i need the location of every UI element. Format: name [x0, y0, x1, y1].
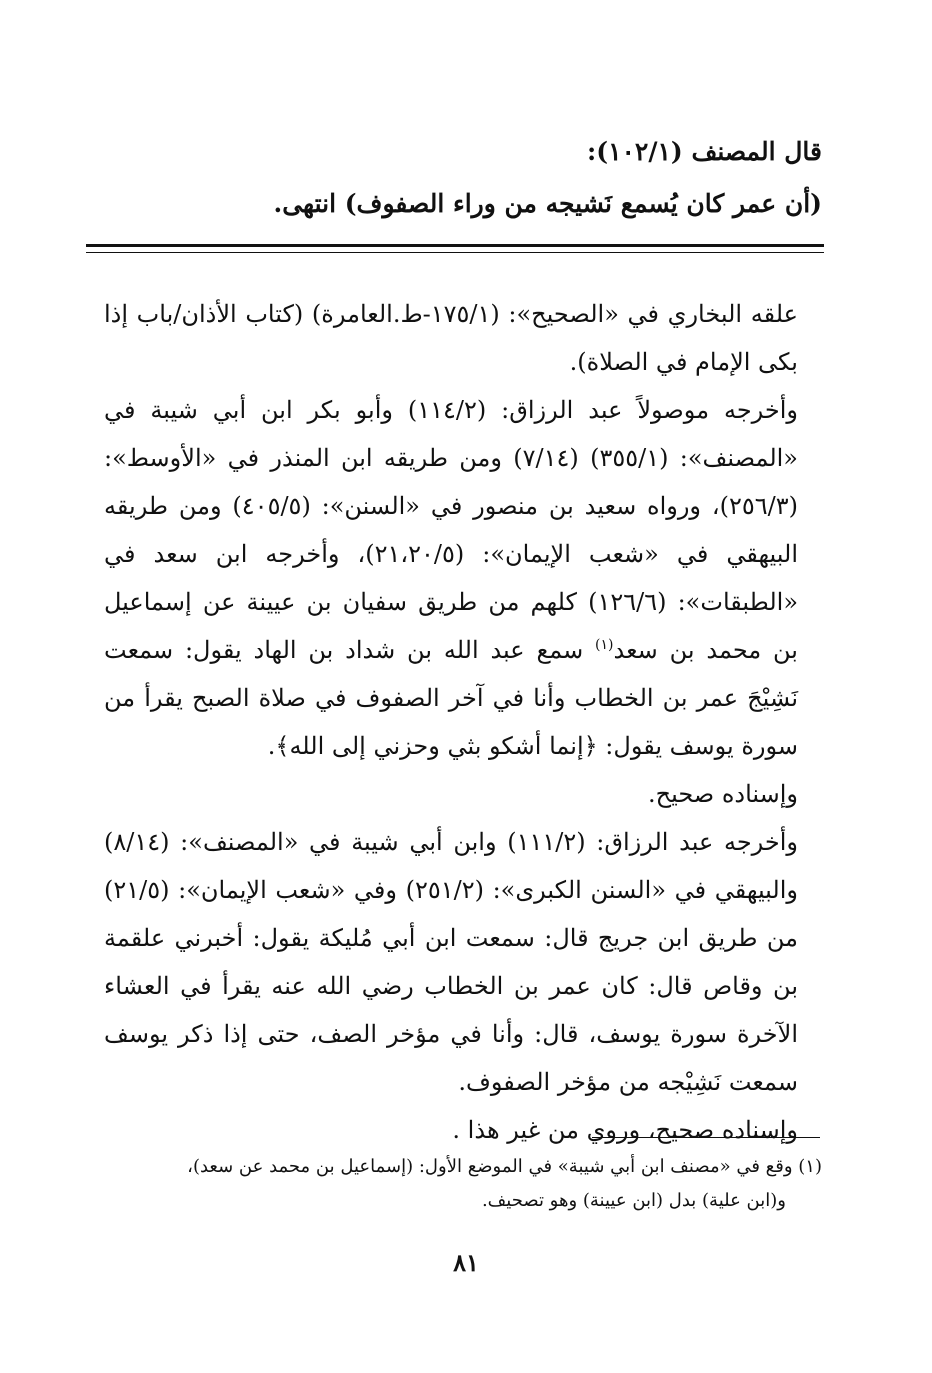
double-divider	[86, 244, 824, 253]
footnote-line-1: (١) وقع في «مصنف ابن أبي شيبة» في الموضع الأول: (إسماعيل بن محمد عن سعد)،	[187, 1156, 822, 1177]
quoted-statement: (أن عمر كان يُسمع نَشيجه من وراء الصفوف) انتهى.	[273, 189, 822, 218]
footnote	[104, 1150, 822, 1218]
paragraph-abdulrazzaq-text: وأخرجه موصولاً عبد الرزاق: (١١٤/٢) وأبو بكر ابن أبي شيبة في «المصنف»: (٣٥٥/١) (٧/١٤) ومن طريقه ابن المنذر في «الأوسط»: (٢٥٦/٣)، ورواه سعيد بن منصور في «السنن»: (٤٠٥/٥) ومن طريقه البيهقي في «شعب الإيمان»: (٢١،٢٠/٥)، وأخرجه ابن سعد في «الطبقات»: (١٢٦/٦) كلهم من طريق سفيان بن عيينة عن إسماعيل بن محمد بن سعد	[104, 396, 798, 664]
paragraph-bukhari: علقه البخاري في «الصحيح»: (١٧٥/١-ط.العامرة) (كتاب الأذان/باب إذا بكى الإمام في الصلاة).	[104, 300, 798, 376]
paragraph-abdulrazzaq-cont: سمع عبد الله بن شداد بن الهاد يقول: سمعت نَشِيْجَ عمر بن الخطاب وأنا في آخر الصفوف في صلاة الصبح يقرأ من سورة يوسف يقول: ﴿إنما أشكو بثي وحزني إلى الله﴾.	[104, 636, 798, 760]
footnote-divider	[592, 1137, 820, 1138]
commentary-body	[104, 290, 822, 1154]
footnote-marker[interactable]: (١)	[595, 637, 614, 653]
footnote-line-2: و(ابن علية) بدل (ابن عيينة) وهو تصحيف.	[481, 1190, 786, 1211]
page-number: ٨١	[453, 1248, 479, 1277]
paragraph-second-route: وأخرجه عبد الرزاق: (١١١/٢) وابن أبي شيبة في «المصنف»: (٨/١٤) والبيهقي في «السنن الكبرى»: (٢٥١/٢) وفي «شعب الإيمان»: (٢١/٥) من طريق ابن جريج قال: سمعت ابن أبي مُليكة يقول: أخبرني علقمة بن وقاص قال: كان عمر بن الخطاب رضي الله عنه يقرأ في العشاء الآخرة سورة يوسف، قال: وأنا في مؤخر الصف، حتى إذا ذكر يوسف سمعت نَشِيْجه من مؤخر الصفوف.	[104, 828, 799, 1096]
section-heading: قال المصنف (١٠٢/١):	[587, 137, 822, 166]
paragraph-isnad-1: وإسناده صحيح.	[647, 780, 798, 808]
paragraph-isnad-2: وإسناده صحيح، وروي من غير هذا .	[452, 1116, 798, 1144]
paragraph-abdulrazzaq	[104, 386, 822, 770]
